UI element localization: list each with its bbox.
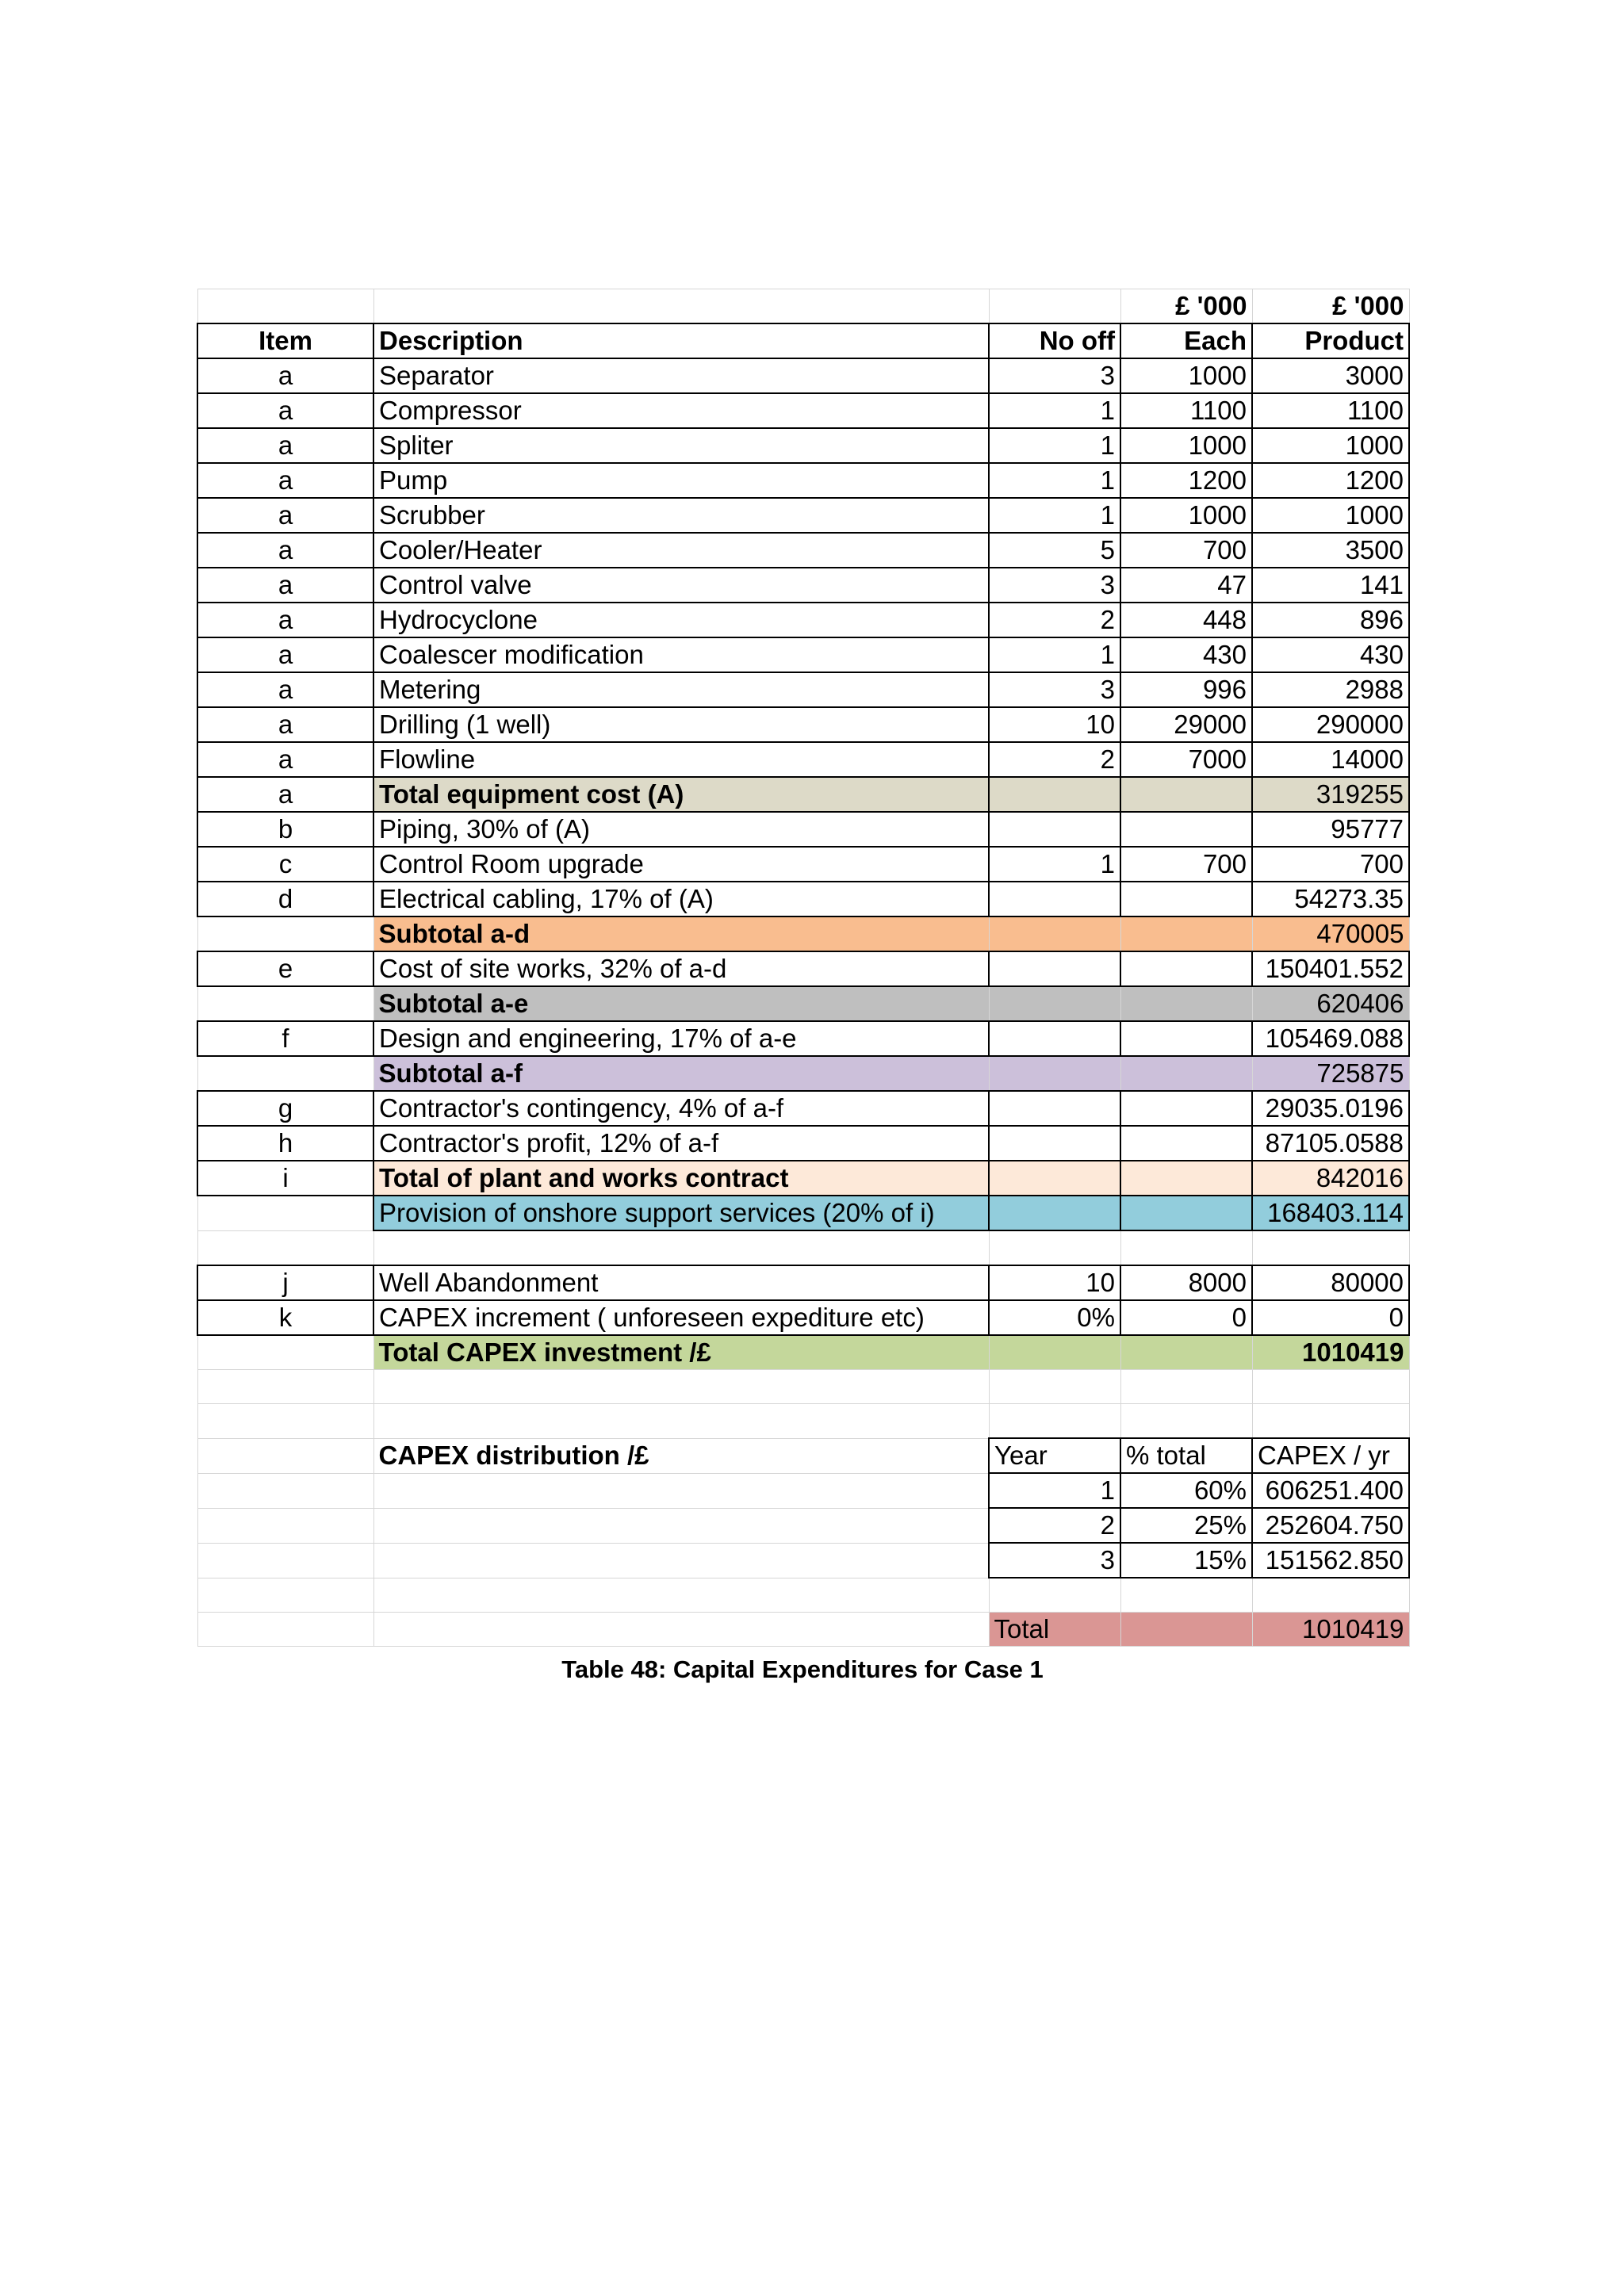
each-cell: 700 <box>1120 847 1252 882</box>
no-off-cell: 5 <box>989 533 1120 568</box>
unit-header-row <box>197 289 1409 324</box>
item-cell: k <box>197 1300 373 1335</box>
product-cell: 896 <box>1252 603 1409 637</box>
each-cell: 430 <box>1120 637 1252 672</box>
item-cell: a <box>197 533 373 568</box>
blank-cell <box>989 289 1120 324</box>
no-off-cell: 3 <box>989 568 1120 603</box>
description-cell: Total equipment cost (A) <box>373 777 989 812</box>
each-header: Each <box>1120 323 1252 358</box>
no-off-cell <box>989 777 1120 812</box>
each-cell: 1200 <box>1120 463 1252 498</box>
product-cell: 1010419 <box>1252 1335 1409 1370</box>
control-room-row <box>197 847 1409 882</box>
description-cell: Well Abandonment <box>373 1265 989 1300</box>
no-off-cell: 10 <box>989 707 1120 742</box>
product-cell: 430 <box>1252 637 1409 672</box>
each-cell <box>1120 1126 1252 1161</box>
blank-cell <box>1120 1404 1252 1439</box>
item-cell: a <box>197 777 373 812</box>
no-off-cell: 10 <box>989 1265 1120 1300</box>
product-cell: 14000 <box>1252 742 1409 777</box>
each-cell <box>1120 812 1252 847</box>
blank-cell <box>1252 1370 1409 1404</box>
blank-cell <box>989 1370 1120 1404</box>
description-cell: CAPEX increment ( unforeseen expediture etc) <box>373 1300 989 1335</box>
each-cell <box>1120 986 1252 1021</box>
no-off-cell: 3 <box>989 358 1120 393</box>
pct-cell: 25% <box>1120 1508 1252 1543</box>
contingency-row <box>197 1091 1409 1126</box>
product-header: Product <box>1252 323 1409 358</box>
table-row <box>197 742 1409 777</box>
blank-cell <box>197 1543 373 1578</box>
each-cell: 1000 <box>1120 428 1252 463</box>
capex-cell: 252604.750 <box>1252 1508 1409 1543</box>
electrical-row <box>197 882 1409 916</box>
distribution-total-row <box>197 1613 1409 1647</box>
item-header: Item <box>197 323 373 358</box>
capex-cell: 606251.400 <box>1252 1473 1409 1508</box>
no-off-cell: 3 <box>989 672 1120 707</box>
blank-cell <box>197 1613 373 1647</box>
no-off-cell <box>989 951 1120 986</box>
description-cell: Scrubber <box>373 498 989 533</box>
each-cell <box>1120 777 1252 812</box>
blank-cell <box>197 1578 373 1613</box>
table-row <box>197 637 1409 672</box>
description-cell: Provision of onshore support services (20% of i) <box>373 1196 989 1230</box>
description-cell: Cost of site works, 32% of a-d <box>373 951 989 986</box>
description-cell: Control valve <box>373 568 989 603</box>
description-cell: Contractor's profit, 12% of a-f <box>373 1126 989 1161</box>
each-cell <box>1120 951 1252 986</box>
each-cell: 1100 <box>1120 393 1252 428</box>
distribution-title: CAPEX distribution /£ <box>373 1438 989 1473</box>
blank-cell <box>197 1230 373 1265</box>
item-cell: b <box>197 812 373 847</box>
blank-cell <box>197 1056 373 1091</box>
item-cell: a <box>197 498 373 533</box>
description-cell: Hydrocyclone <box>373 603 989 637</box>
blank-cell <box>373 1473 989 1508</box>
item-cell: i <box>197 1161 373 1196</box>
blank-cell <box>197 1196 373 1230</box>
empty-row <box>197 1404 1409 1439</box>
description-cell: Separator <box>373 358 989 393</box>
each-cell <box>1120 1091 1252 1126</box>
table-caption: Table 48: Capital Expenditures for Case 1 <box>561 1655 1044 1683</box>
product-cell: 1100 <box>1252 393 1409 428</box>
table-row <box>197 707 1409 742</box>
item-cell: h <box>197 1126 373 1161</box>
each-cell: 448 <box>1120 603 1252 637</box>
year-cell: 1 <box>989 1473 1120 1508</box>
each-cell: 1000 <box>1120 358 1252 393</box>
description-cell: Drilling (1 well) <box>373 707 989 742</box>
subtotal-af-row <box>197 1056 1409 1091</box>
each-cell <box>1120 1056 1252 1091</box>
each-cell <box>1120 882 1252 916</box>
total-value: 1010419 <box>1252 1613 1409 1647</box>
blank-cell <box>1120 1230 1252 1265</box>
blank-cell <box>197 1473 373 1508</box>
each-cell: 29000 <box>1120 707 1252 742</box>
item-cell: g <box>197 1091 373 1126</box>
blank-cell <box>373 1578 989 1613</box>
no-off-cell: 0% <box>989 1300 1120 1335</box>
product-cell: 150401.552 <box>1252 951 1409 986</box>
item-cell: a <box>197 463 373 498</box>
piping-row <box>197 812 1409 847</box>
increment-row <box>197 1300 1409 1335</box>
blank-cell <box>989 1404 1120 1439</box>
empty-row <box>197 1578 1409 1613</box>
no-off-cell <box>989 1196 1120 1230</box>
no-off-cell <box>989 986 1120 1021</box>
table-row <box>197 358 1409 393</box>
onshore-row <box>197 1196 1409 1230</box>
blank-cell <box>989 1230 1120 1265</box>
description-cell: Design and engineering, 17% of a-e <box>373 1021 989 1056</box>
total-plant-row <box>197 1161 1409 1196</box>
no-off-cell <box>989 1021 1120 1056</box>
item-cell: a <box>197 428 373 463</box>
no-off-cell: 2 <box>989 742 1120 777</box>
blank-cell <box>1120 1370 1252 1404</box>
description-cell: Spliter <box>373 428 989 463</box>
year-cell: 2 <box>989 1508 1120 1543</box>
item-cell: a <box>197 707 373 742</box>
distribution-header-row <box>197 1438 1409 1473</box>
each-cell: 996 <box>1120 672 1252 707</box>
empty-row <box>197 1370 1409 1404</box>
product-cell: 620406 <box>1252 986 1409 1021</box>
product-cell: 105469.088 <box>1252 1021 1409 1056</box>
no-off-cell <box>989 1335 1120 1370</box>
each-cell: 700 <box>1120 533 1252 568</box>
no-off-cell: 1 <box>989 847 1120 882</box>
item-cell: e <box>197 951 373 986</box>
no-off-cell <box>989 1126 1120 1161</box>
site-works-row <box>197 951 1409 986</box>
capex-header: CAPEX / yr <box>1252 1438 1409 1473</box>
product-cell: 290000 <box>1252 707 1409 742</box>
product-cell: 80000 <box>1252 1265 1409 1300</box>
table-row <box>197 428 1409 463</box>
item-cell: a <box>197 672 373 707</box>
product-cell: 54273.35 <box>1252 882 1409 916</box>
description-cell: Total of plant and works contract <box>373 1161 989 1196</box>
blank-cell <box>373 289 989 324</box>
item-cell: c <box>197 847 373 882</box>
year-header: Year <box>989 1438 1120 1473</box>
product-cell: 2988 <box>1252 672 1409 707</box>
blank-cell <box>373 1543 989 1578</box>
blank-cell <box>197 1404 373 1439</box>
each-cell: 47 <box>1120 568 1252 603</box>
description-cell: Subtotal a-e <box>373 986 989 1021</box>
item-cell: a <box>197 603 373 637</box>
each-cell: 0 <box>1120 1300 1252 1335</box>
description-header: Description <box>373 323 989 358</box>
product-cell: 95777 <box>1252 812 1409 847</box>
item-cell: a <box>197 568 373 603</box>
distribution-row <box>197 1508 1409 1543</box>
product-cell: 725875 <box>1252 1056 1409 1091</box>
blank-cell <box>1120 1613 1252 1647</box>
product-cell: 842016 <box>1252 1161 1409 1196</box>
description-cell: Piping, 30% of (A) <box>373 812 989 847</box>
product-cell: 1200 <box>1252 463 1409 498</box>
blank-cell <box>197 1370 373 1404</box>
table-row <box>197 393 1409 428</box>
table-row <box>197 672 1409 707</box>
pct-header: % total <box>1120 1438 1252 1473</box>
blank-cell <box>1120 1578 1252 1613</box>
description-cell: Total CAPEX investment /£ <box>373 1335 989 1370</box>
each-cell <box>1120 916 1252 951</box>
no-off-cell: 1 <box>989 498 1120 533</box>
total-equipment-row <box>197 777 1409 812</box>
blank-cell <box>373 1370 989 1404</box>
blank-cell <box>989 1578 1120 1613</box>
product-cell: 168403.114 <box>1252 1196 1409 1230</box>
total-capex-row <box>197 1335 1409 1370</box>
abandonment-row <box>197 1265 1409 1300</box>
no-off-cell <box>989 1091 1120 1126</box>
profit-row <box>197 1126 1409 1161</box>
description-cell: Electrical cabling, 17% of (A) <box>373 882 989 916</box>
description-cell: Subtotal a-d <box>373 916 989 951</box>
product-cell: 700 <box>1252 847 1409 882</box>
item-cell: a <box>197 637 373 672</box>
each-cell <box>1120 1335 1252 1370</box>
blank-cell <box>373 1404 989 1439</box>
product-cell: 319255 <box>1252 777 1409 812</box>
blank-cell <box>197 1335 373 1370</box>
product-cell: 1000 <box>1252 428 1409 463</box>
column-header-row <box>197 323 1409 358</box>
no-off-cell: 2 <box>989 603 1120 637</box>
subtotal-ae-row <box>197 986 1409 1021</box>
description-cell: Cooler/Heater <box>373 533 989 568</box>
blank-cell <box>197 916 373 951</box>
description-cell: Metering <box>373 672 989 707</box>
description-cell: Pump <box>373 463 989 498</box>
no-off-cell: 1 <box>989 637 1120 672</box>
product-cell: 3500 <box>1252 533 1409 568</box>
distribution-row <box>197 1543 1409 1578</box>
no-off-cell <box>989 1161 1120 1196</box>
each-cell: 7000 <box>1120 742 1252 777</box>
empty-row <box>197 1230 1409 1265</box>
pct-cell: 60% <box>1120 1473 1252 1508</box>
product-cell: 0 <box>1252 1300 1409 1335</box>
product-cell: 87105.0588 <box>1252 1126 1409 1161</box>
distribution-row <box>197 1473 1409 1508</box>
each-cell: 1000 <box>1120 498 1252 533</box>
each-cell: 8000 <box>1120 1265 1252 1300</box>
item-cell: a <box>197 393 373 428</box>
description-cell: Coalescer modification <box>373 637 989 672</box>
blank-cell <box>197 986 373 1021</box>
no-off-header: No off <box>989 323 1120 358</box>
total-label: Total <box>989 1613 1120 1647</box>
no-off-cell: 1 <box>989 428 1120 463</box>
no-off-cell <box>989 1056 1120 1091</box>
item-cell: d <box>197 882 373 916</box>
blank-cell <box>197 1438 373 1473</box>
blank-cell <box>373 1613 989 1647</box>
description-cell: Control Room upgrade <box>373 847 989 882</box>
no-off-cell: 1 <box>989 463 1120 498</box>
blank-cell <box>373 1508 989 1543</box>
table-row <box>197 603 1409 637</box>
each-cell <box>1120 1021 1252 1056</box>
no-off-cell <box>989 812 1120 847</box>
item-cell: f <box>197 1021 373 1056</box>
capex-table <box>197 289 1410 1647</box>
table-row <box>197 533 1409 568</box>
table-row <box>197 463 1409 498</box>
table-row <box>197 568 1409 603</box>
description-cell: Compressor <box>373 393 989 428</box>
design-row <box>197 1021 1409 1056</box>
blank-cell <box>1252 1404 1409 1439</box>
blank-cell <box>1252 1230 1409 1265</box>
each-cell <box>1120 1196 1252 1230</box>
no-off-cell <box>989 916 1120 951</box>
each-cell <box>1120 1161 1252 1196</box>
product-cell: 470005 <box>1252 916 1409 951</box>
product-cell: 3000 <box>1252 358 1409 393</box>
blank-cell <box>197 289 373 324</box>
description-cell: Subtotal a-f <box>373 1056 989 1091</box>
item-cell: j <box>197 1265 373 1300</box>
description-cell: Flowline <box>373 742 989 777</box>
pct-cell: 15% <box>1120 1543 1252 1578</box>
blank-cell <box>1252 1578 1409 1613</box>
product-cell: 141 <box>1252 568 1409 603</box>
no-off-cell: 1 <box>989 393 1120 428</box>
product-unit-header: £ '000 <box>1252 289 1409 324</box>
item-cell: a <box>197 742 373 777</box>
no-off-cell <box>989 882 1120 916</box>
capex-cell: 151562.850 <box>1252 1543 1409 1578</box>
product-cell: 1000 <box>1252 498 1409 533</box>
blank-cell <box>373 1230 989 1265</box>
blank-cell <box>197 1508 373 1543</box>
item-cell: a <box>197 358 373 393</box>
subtotal-ad-row <box>197 916 1409 951</box>
product-cell: 29035.0196 <box>1252 1091 1409 1126</box>
each-unit-header: £ '000 <box>1120 289 1252 324</box>
table-row <box>197 498 1409 533</box>
year-cell: 3 <box>989 1543 1120 1578</box>
description-cell: Contractor's contingency, 4% of a-f <box>373 1091 989 1126</box>
